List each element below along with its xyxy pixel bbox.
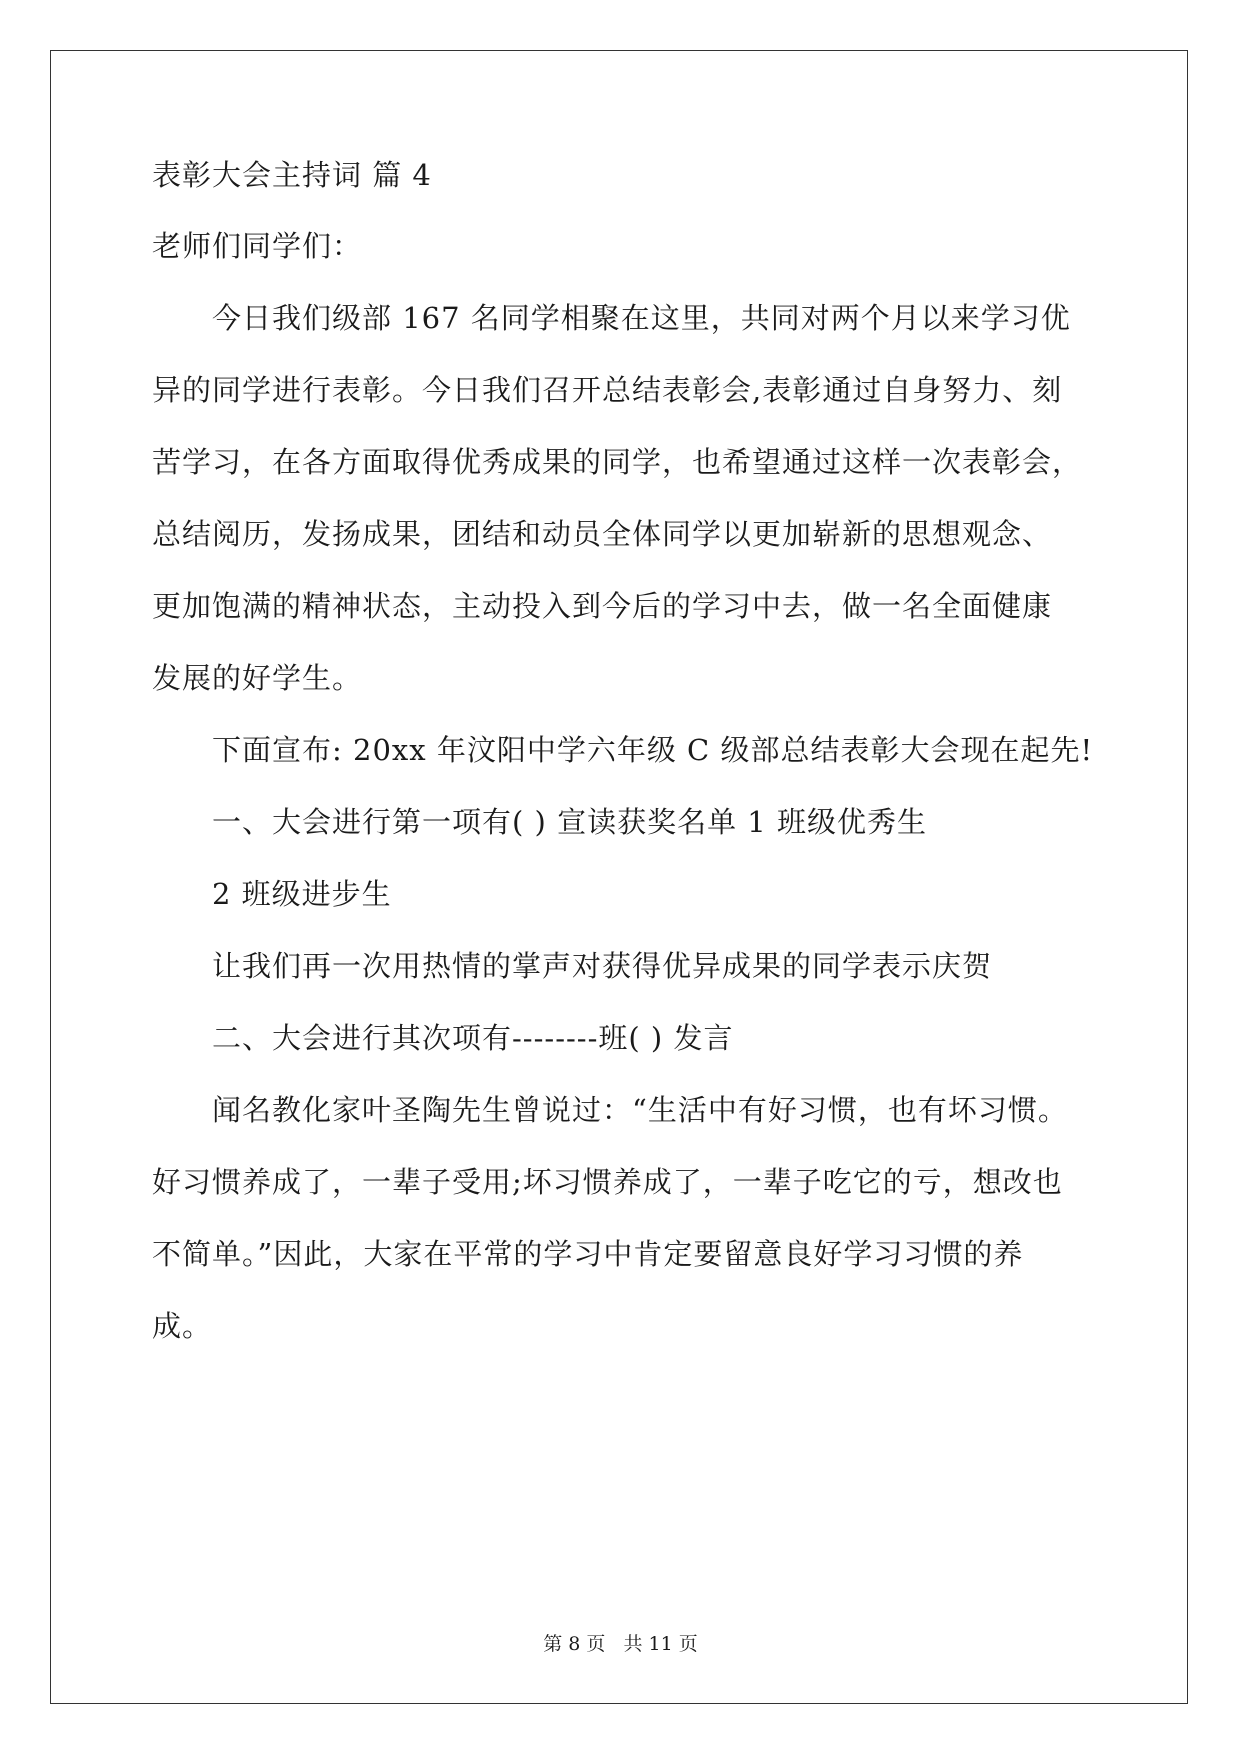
- body-line: 不简单。”因此，大家在平常的学习中肯定要留意良好学习习惯的养: [152, 1237, 1024, 1271]
- body-line: 苦学习，在各方面取得优秀成果的同学，也希望通过这样一次表彰会，: [152, 445, 1083, 479]
- body-line: 今日我们级部 167 名同学相聚在这里，共同对两个月以来学习优: [212, 301, 1071, 335]
- agenda-subitem: 2 班级进步生: [212, 877, 392, 911]
- body-line: 总结阅历，发扬成果，团结和动员全体同学以更加崭新的思想观念、: [152, 517, 1053, 551]
- body-line: 好习惯养成了，一辈子受用;坏习惯养成了，一辈子吃它的亏，想改也: [152, 1165, 1063, 1199]
- body-line: 让我们再一次用热情的掌声对获得优异成果的同学表示庆贺: [212, 949, 993, 983]
- body-line: 发展的好学生。: [152, 661, 363, 695]
- salutation: 老师们同学们：: [152, 229, 363, 263]
- document-heading: 表彰大会主持词 篇 4: [152, 158, 432, 192]
- agenda-item-1: 一、大会进行第一项有( ) 宣读获奖名单 1 班级优秀生: [212, 805, 927, 839]
- agenda-item-2: 二、大会进行其次项有--------班( ) 发言: [212, 1021, 734, 1055]
- announcement-line: 下面宣布: 20xx 年汶阳中学六年级 C 级部总结表彰大会现在起先!: [212, 733, 1094, 767]
- body-line: 更加饱满的精神状态，主动投入到今后的学习中去，做一名全面健康: [152, 589, 1053, 623]
- body-line: 成。: [152, 1309, 213, 1343]
- body-line: 异的同学进行表彰。今日我们召开总结表彰会,表彰通过自身努力、刻: [152, 373, 1063, 407]
- body-line: 闻名教化家叶圣陶先生曾说过：“生活中有好习惯，也有坏习惯。: [212, 1093, 1068, 1127]
- page-footer: 第 8 页 共 11 页: [543, 1633, 698, 1655]
